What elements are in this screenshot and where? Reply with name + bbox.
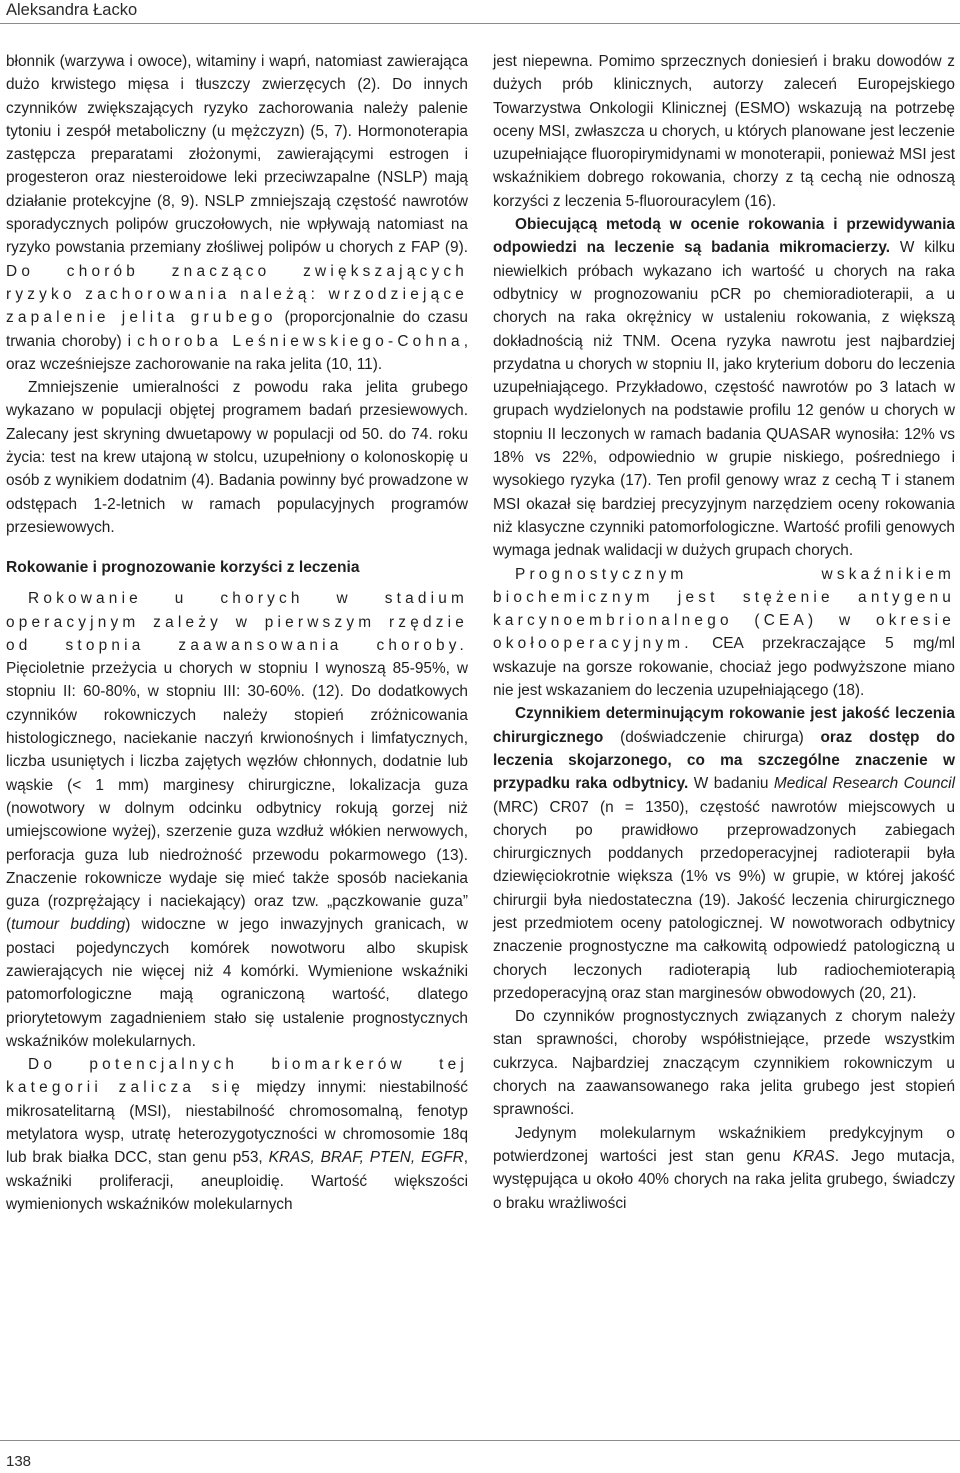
paragraph-cea	[493, 563, 955, 703]
italic-gene: KRAS	[792, 1147, 835, 1165]
spaced-emphasis-text: choroba Leśniewskiego-Cohna	[137, 332, 464, 350]
italic-gene-list: KRAS, BRAF, PTEN, EGFR	[268, 1149, 464, 1167]
paragraph-patient-factors: Do czynników prognostycznych związanych z chorym należy stan sprawności, choroby współistniejące, przede wszystkim cukrzyca. Najbardziej znaczącym czynnikiem rokowniczym u chorych na zaawansowanego raka jelita grubego jest stopień sprawności.	[493, 1008, 955, 1119]
text-run: (doświadczenie chirurga)	[603, 728, 821, 746]
right-column	[493, 50, 955, 1215]
text-run: W badaniu	[688, 775, 774, 793]
header-divider	[0, 23, 960, 24]
paragraph-prognosis	[6, 587, 468, 1053]
italic-term: tumour budding	[11, 916, 126, 934]
paragraph-microarrays	[493, 213, 955, 562]
spaced-emphasis-text: Do potencjalnych biomarkerów tej kategorii zalicza się	[6, 1056, 468, 1097]
text-run: Jedynym molekularnym wskaźnikiem predykcyjnym o potwierdzonej wartości jest stan genu	[493, 1124, 955, 1165]
text-run: ) widoczne w jego inwazyjnych granicach, w postaci pojedynczych komórek nowotworu albo skupisk zawierających nie więcej niż 4 komórki. Wymienione wskaźniki patomorfologiczne mają ograniczoną wartość, dlatego priorytetowym zagadnieniem stało się ustalenie prognostycznych wskaźników molekularnych.	[6, 916, 468, 1050]
spaced-emphasis-text: Rokowanie u chorych w stadium operacyjnym zależy w pierwszym rzędzie od stopnia zaawansowania choroby.	[6, 590, 468, 654]
paragraph-screening: Zmniejszenie umieralności z powodu raka jelita grubego wykazano w populacji objętej programem badań przesiewowych. Zalecany jest skryning dwuetapowy w populacji od 50. do 74. roku życia: test na krew utajoną w stolcu, uzupełniony o kolonoskopię u osób z wynikiem dodatnim (4). Badania powinny być prowadzone w odstępach 1-2-letnich w ramach populacyjnych programów przesiewowych.	[6, 379, 468, 536]
section-heading: Rokowanie i prognozowanie korzyści z leczenia	[6, 559, 360, 577]
footer-divider	[0, 1440, 960, 1441]
paragraph-msi: jest niepewna. Pomimo sprzecznych doniesień i braku dowodów z dużych prób klinicznych, autorzy zaleceń Europejskiego Towarzystwa Onkologii Klinicznej (ESMO) wskazują na potrzebę oceny MSI, zwłaszcza u chorych, u których planowane jest leczenie uzupełniające fluoropirymidynami w monoterapii, ponieważ MSI jest wskaźnikiem dobrego rokowania, chorzy z tą cechą nie odnoszą korzyści z leczenia 5-fluorouracylem (16).	[493, 53, 955, 210]
left-column	[6, 50, 468, 1216]
text-run: między innymi: niestabilność mikrosatelitarną (MSI), niestabilność chromosomalną, fenotyp metylatora wysp, utratę heterozygotyczności w chromosomie 18q lub brak białka DCC, stan genu p53,	[6, 1079, 468, 1167]
paragraph-biomarkers	[6, 1053, 468, 1216]
text-run: CEA przekraczające 5 mg/ml wskazuje na gorsze rokowanie, chociaż jego podwyższone miano nie jest wskazaniem do leczenia uzupełniającego (18).	[493, 635, 955, 700]
text-run: , wskaźniki proliferacji, aneuploidię. Wartość większości wymienionych wskaźników molekularnych	[6, 1149, 468, 1213]
bold-lead-text: Czynnikiem determinującym rokowanie jest jakość leczenia chirurgicznego	[493, 705, 955, 746]
bold-text: oraz dostęp do leczenia skojarzonego, co ma szczególne znaczenie w przypadku raka odbytnicy.	[493, 728, 956, 793]
text-run: Pięcioletnie przeżycia u chorych w stopniu I wynoszą 85-95%, w stopniu II: 60-80%, w stopniu III: 30-60%. (12). Do dodatkowych czynników rokowniczych należy stopień zróżnicowania histologicznego, naciekanie naczyń krwionośnych i limfatycznych, liczba usuniętych i liczba zajętych węzłów chłonnych, dodatnie lub wąskie (< 1 mm) marginesy chirurgiczne, lokalizacja guza (nowotwory w dolnym odcinku odbytnicy rokują gorzej niż umiejscowione wyżej), szerzenie guza wzdłuż włókien nerwowych, perforacja guza lub niedrożność przewodu pokarmowego (13). Znaczenie rokownicze wydaje się mieć także sposób naciekania guza (rozprężający i naciekający) oraz tzw. „pączkowanie guza” (	[6, 660, 468, 934]
paragraph-risk-factors	[6, 50, 468, 376]
text-run: błonnik (warzywa i owoce), witaminy i wapń, natomiast zawierająca dużo krwistego mięsa i tłuszczy zwierzęcych (2). Do innych czynników zwiększających ryzyko zachorowania należy palenie tytoniu i zespół metaboliczny (u mężczyzn) (5, 7). Hormonoterapia zastępcza preparatami złożonymi, zawierającymi estrogen i progesteron oraz niesteroidowe leki przeciwzapalne (NSLP) mają działanie protekcyjne (8, 9). NSLP zmniejszają częstość nawrotów sporadycznych polipów gruczołowych, nie wpływają natomiast na ryzyko powstania przemiany złośliwej polipów u chorych z FAP (9).	[6, 53, 468, 257]
bold-lead-text: Obiecującą metodą w ocenie rokowania i przewidywania odpowiedzi na leczenie są badania mikromacierzy.	[493, 216, 955, 257]
paragraph-surgery-quality	[493, 702, 955, 1005]
text-run: (proporcjonalnie do czasu trwania choroby) i	[6, 309, 468, 350]
italic-study-name: Medical Research Council	[773, 775, 955, 793]
text-run: . Jego mutacja, występująca u około 40% chorych na raka jelita grubego, świadczy o braku wrażliwości	[493, 1147, 955, 1212]
text-run: W kilku niewielkich próbach wykazano ich wartość u chorych na raka odbytnicy w prognozowaniu pCR po chemioradioterapii, a u chorych na raka okrężnicy w ustaleniu rokowania, z większą dokładnością niż TNM. Ocena ryzyka nawrotu jest najbardziej przydatna u chorych w stopniu II, jako kryterium doboru do leczenia uzupełniającego. Przykładowo, częstość nawrotów po 3 latach w grupach wydzielonych na podstawie profilu 12 genów u chorych w stopniu II leczonych w ramach badania QUASAR wynosiła: 12% vs 18% vs 22%, odpowiednio w grupie niskiego, pośredniego i wysokiego ryzyka (17). Ten profil genowy wraz z cechą T i stanem MSI okazał się bardziej precyzyjnym narzędziem oceny rokowania niż klasyczne czynniki patomorfologiczne. Wartość profili genowych wymaga jednak walidacji w dużych grupach chorych.	[493, 239, 955, 560]
text-run: , oraz wcześniejsze zachorowanie na raka jelita (10, 11).	[6, 332, 468, 373]
section-spacer	[6, 539, 468, 557]
page-number: 138	[6, 1453, 32, 1470]
spaced-emphasis-text: Do chorób znacząco zwiększających ryzyko zachorowania należą: wrzodziejące zapalenie jelita grubego	[6, 262, 468, 327]
paragraph-kras	[493, 1122, 955, 1215]
spaced-emphasis-text: Prognostycznym wskaźnikiem biochemicznym jest stężenie antygenu karcynoembrionalnego (CEA) w okresie okołooperacyjnym.	[493, 565, 955, 653]
text-run: (MRC) CR07 (n = 1350), częstość nawrotów miejscowych u chorych po prawidłowo przeprowadzonych zabiegach chirurgicznych poddanych przedoperacyjnej radioterapii była dziewięciokrotnie większa (1% vs 9%) w grupie, w której jakość chirurgii była niedostateczna (19). Jakość leczenia chirurgicznego jest przedmiotem oceny patologicznej. W nowotworach odbytnicy znaczenie prognostyczne ma całkowitą odpowiedź patologiczną u chorych leczonych radioterapią lub radiochemioterapią przedoperacyjną oraz stan marginesów obwodowych (20, 21).	[493, 798, 955, 1002]
running-header-author: Aleksandra Łacko	[6, 1, 138, 19]
